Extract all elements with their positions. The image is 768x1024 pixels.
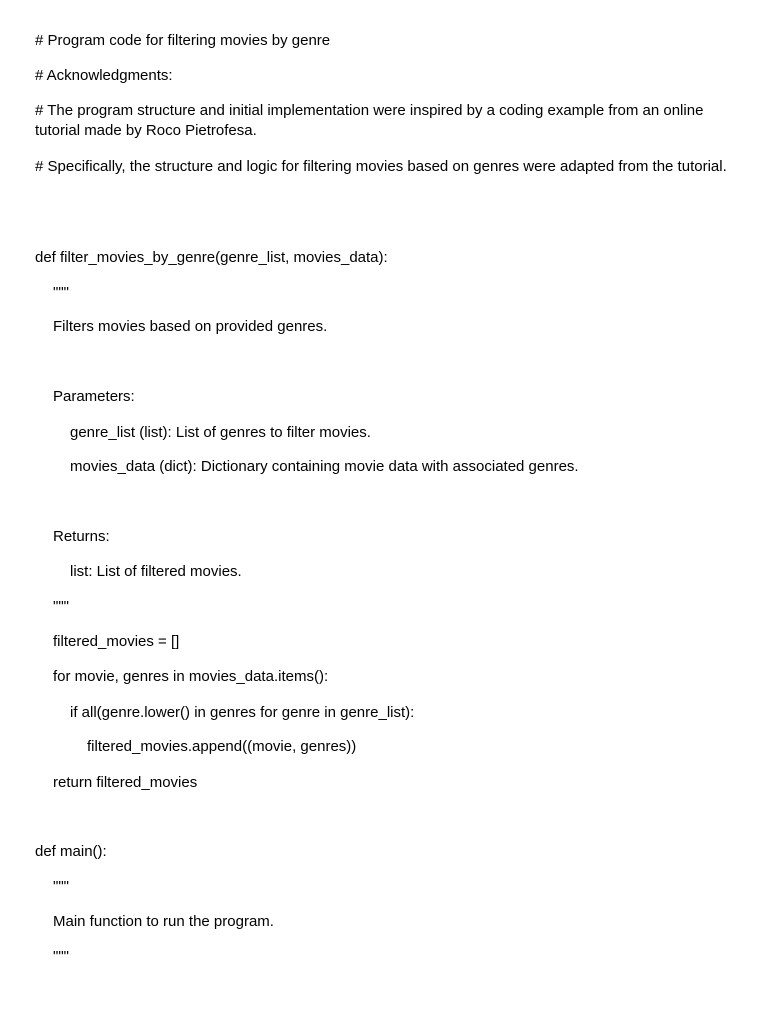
param-movies-data: movies_data (dict): Dictionary containing movie data with associated genres. [70, 458, 579, 475]
docstring-open-main: """ [53, 878, 69, 895]
code-init-line: filtered_movies = [] [53, 633, 180, 650]
comment-acknowledgments: # Acknowledgments: [35, 67, 173, 84]
code-append-line: filtered_movies.append((movie, genres)) [87, 738, 357, 755]
filter-description: Filters movies based on provided genres. [53, 318, 328, 335]
def-filter-line: def filter_movies_by_genre(genre_list, movies_data): [35, 249, 388, 266]
returns-value: list: List of filtered movies. [70, 563, 242, 580]
param-genre-list: genre_list (list): List of genres to filter movies. [70, 424, 371, 441]
comment-title: # Program code for filtering movies by genre [35, 32, 331, 49]
docstring-open-filter: """ [53, 284, 69, 301]
docstring-close-filter: """ [53, 598, 69, 615]
comment-inspired: # The program structure and initial implementation were inspired by a coding example from an online tutorial made by Roco Pietrofesa. [35, 102, 708, 139]
code-if-line: if all(genre.lower() in genres for genre in genre_list): [70, 704, 415, 721]
parameters-heading: Parameters: [53, 388, 135, 405]
docstring-close-main: """ [53, 948, 69, 965]
code-for-line: for movie, genres in movies_data.items(): [53, 668, 329, 685]
main-description: Main function to run the program. [53, 913, 274, 930]
returns-heading: Returns: [53, 528, 110, 545]
def-main-line: def main(): [35, 843, 107, 860]
comment-specifically: # Specifically, the structure and logic for filtering movies based on genres were adapted from the tutorial. [35, 158, 727, 175]
code-return-line: return filtered_movies [53, 774, 198, 791]
